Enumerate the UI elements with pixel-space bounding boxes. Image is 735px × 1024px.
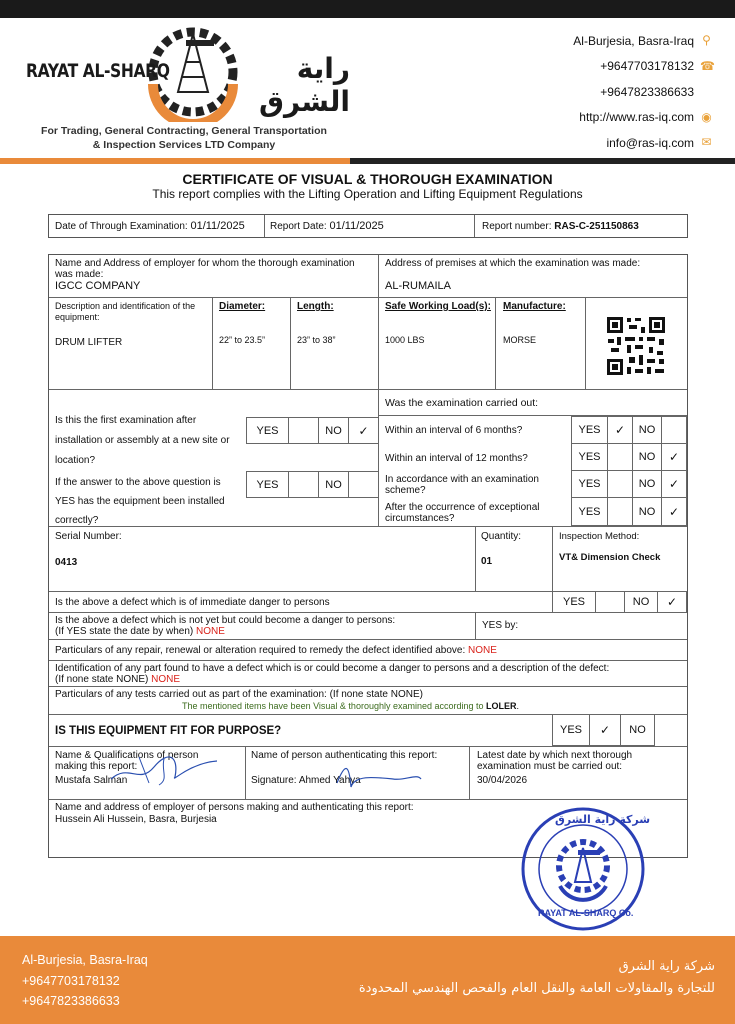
future-danger-label: Is the above a defect which is not yet but could become a danger to persons: bbox=[55, 615, 396, 626]
scheme-label: In accordance with an examination scheme? bbox=[385, 474, 539, 496]
installed-yes-check[interactable] bbox=[288, 471, 319, 498]
contact-website bbox=[573, 105, 713, 131]
globe-icon: ◉ bbox=[701, 109, 712, 124]
immediate-yes[interactable]: YES bbox=[552, 591, 596, 613]
scheme-no-check[interactable]: ✓ bbox=[661, 470, 687, 498]
loler-note: The mentioned items have been Visual & thoroughly examined according to LOLER. bbox=[182, 701, 520, 711]
dates-row bbox=[48, 214, 688, 238]
first-exam-yes-cell[interactable]: YES bbox=[246, 417, 289, 444]
employer-of-persons-label: Name and address of employer of persons making and authenticating this report: bbox=[55, 802, 414, 813]
interval-12-label: Within an interval of 12 months? bbox=[385, 453, 528, 464]
length-label: Length: bbox=[297, 301, 334, 312]
premises-label: Address of premises at which the examination was made: bbox=[385, 258, 641, 269]
company-logo bbox=[20, 22, 350, 152]
exceptional-label: After the occurrence of exceptional circumstances? bbox=[385, 502, 540, 524]
email-link[interactable]: info@ras-iq.com bbox=[606, 135, 694, 150]
exceptional-no-check[interactable]: ✓ bbox=[661, 497, 687, 526]
diameter-value: 22” to 23.5” bbox=[219, 335, 266, 345]
logo-text: RAYAT AL-SHARQ bbox=[26, 60, 170, 82]
address-text: Al-Burjesia, Basra-Iraq bbox=[573, 33, 694, 48]
certificate-title: CERTIFICATE OF VISUAL & THOROUGH EXAMINATION bbox=[182, 171, 553, 187]
certificate-subtitle: This report complies with the Lifting Operation and Lifting Equipment Regulations bbox=[152, 187, 583, 201]
interval-12-no[interactable]: NO bbox=[632, 443, 662, 471]
premises-value: AL-RUMAILA bbox=[385, 280, 452, 292]
inspection-method-value: VT& Dimension Check bbox=[559, 552, 661, 563]
stamp-latin-text: RAYAT AL-SHARQ Co. bbox=[538, 908, 634, 918]
fit-no[interactable]: NO bbox=[620, 714, 655, 746]
envelope-icon: ✉ bbox=[701, 135, 712, 150]
footer-arabic-line-2: للتجارة والمقاولات العامة والنقل العام والفحص الهندسي المحدودة bbox=[358, 981, 715, 996]
interval-6-no-check[interactable] bbox=[661, 416, 687, 444]
identification-value: NONE bbox=[151, 674, 181, 685]
diameter-label: Diameter: bbox=[219, 301, 266, 312]
exceptional-no[interactable]: NO bbox=[632, 497, 662, 526]
company-tagline bbox=[24, 124, 344, 152]
logo-arabic-text: راية الشرق bbox=[258, 52, 350, 118]
top-bar bbox=[0, 0, 735, 18]
immediate-no[interactable]: NO bbox=[624, 591, 658, 613]
identification-label: Identification of any part found to have a defect which is or could become a danger to persons and a description of the defect: bbox=[55, 663, 610, 674]
immediate-yes-check[interactable] bbox=[595, 591, 625, 613]
next-exam-label: Latest date by which next thorough examination must be carried out: bbox=[477, 750, 633, 772]
interval-12-yes-check[interactable] bbox=[607, 443, 633, 471]
stamp-arabic-text: شركة راية الشرق bbox=[555, 813, 651, 826]
question-first-exam: Is this the first examination after installation or assembly at a new site or location? bbox=[55, 415, 230, 466]
serial-label: Serial Number: bbox=[55, 531, 122, 542]
employer-of-persons-value: Hussein Ali Hussein, Basra, Burjesia bbox=[55, 814, 217, 825]
quantity-value: 01 bbox=[481, 556, 493, 567]
report-maker-label: Name & Qualifications of person making this report: bbox=[55, 750, 199, 772]
fit-yes[interactable]: YES bbox=[552, 714, 590, 746]
immediate-danger-label: Is the above a defect which is of immediate danger to persons bbox=[55, 597, 330, 608]
report-maker-value: Mustafa Salman bbox=[55, 775, 128, 786]
signature-mustafa-icon bbox=[109, 753, 219, 787]
interval-12-yes[interactable]: YES bbox=[571, 443, 608, 471]
authenticator-value: Signature: Ahmed Yahya bbox=[251, 775, 361, 786]
fit-yes-check[interactable]: ✓ bbox=[589, 714, 621, 746]
repair-particulars: Particulars of any repair, renewal or alteration required to remedy the defect identified above: NONE bbox=[55, 645, 497, 656]
phone-2-text: +9647823386633 bbox=[600, 84, 694, 99]
interval-6-yes-check[interactable]: ✓ bbox=[607, 416, 633, 444]
employer-value: IGCC COMPANY bbox=[55, 280, 141, 292]
future-danger-value: NONE bbox=[196, 626, 225, 637]
footer bbox=[0, 936, 735, 1024]
first-exam-no-cell[interactable]: NO bbox=[318, 417, 349, 444]
scheme-no[interactable]: NO bbox=[632, 470, 662, 498]
carried-out-label: Was the examination carried out: bbox=[385, 397, 539, 409]
header-divider-dark bbox=[350, 158, 735, 164]
tagline-line-1: For Trading, General Contracting, General Transportation bbox=[41, 125, 327, 137]
fit-for-purpose-label: IS THIS EQUIPMENT FIT FOR PURPOSE? bbox=[55, 725, 282, 737]
first-exam-no-check[interactable]: ✓ bbox=[348, 417, 379, 444]
employer-label: Name and Address of employer for whom the thorough examination was made: bbox=[55, 258, 355, 280]
phone-icon: ☎ bbox=[700, 58, 715, 73]
footer-arabic bbox=[359, 956, 715, 1000]
interval-6-no[interactable]: NO bbox=[632, 416, 662, 444]
yes-by-label: YES by: bbox=[482, 620, 519, 631]
authenticator-label: Name of person authenticating this report: bbox=[251, 750, 438, 761]
qr-code-icon bbox=[605, 315, 667, 377]
location-pin-icon: ⚲ bbox=[702, 33, 711, 48]
tests-label: Particulars of any tests carried out as part of the examination: (If none state NONE) bbox=[55, 689, 423, 700]
footer-arabic-line-1: شركة راية الشرق bbox=[618, 959, 715, 974]
phone-1-text: +9647703178132 bbox=[600, 59, 694, 74]
swl-label: Safe Working Load(s): bbox=[385, 301, 491, 312]
interval-12-no-check[interactable]: ✓ bbox=[661, 443, 687, 471]
serial-value: 0413 bbox=[55, 557, 78, 568]
future-danger-date-label: (If YES state the date by when) NONE bbox=[55, 626, 225, 637]
installed-no-cell[interactable]: NO bbox=[318, 471, 349, 498]
length-value: 23” to 38” bbox=[297, 335, 336, 345]
tagline-line-2: & Inspection Services LTD Company bbox=[92, 139, 276, 151]
question-installed-correctly: If the answer to the above question is YES has the equipment been installed correctly? bbox=[55, 477, 225, 526]
manufacture-label: Manufacture: bbox=[503, 301, 566, 312]
footer-phone-2: +9647823386633 bbox=[22, 994, 120, 1008]
contact-phone-1 bbox=[573, 54, 713, 80]
description-label: Description and identification of the equipment: bbox=[55, 301, 196, 322]
footer-phone-1: +9647703178132 bbox=[22, 973, 120, 988]
contact-phone-2 bbox=[573, 79, 713, 105]
exceptional-yes[interactable]: YES bbox=[571, 497, 608, 526]
footer-contacts bbox=[22, 950, 148, 1012]
swl-value: 1000 LBS bbox=[385, 335, 425, 345]
first-exam-yes-check[interactable] bbox=[288, 417, 319, 444]
exceptional-yes-check[interactable] bbox=[607, 497, 633, 526]
report-date: Report Date: 01/11/2025 bbox=[270, 220, 384, 232]
next-exam-value: 30/04/2026 bbox=[477, 775, 528, 786]
scheme-yes[interactable]: YES bbox=[571, 470, 608, 498]
footer-address: Al-Burjesia, Basra-Iraq bbox=[22, 953, 148, 967]
header-divider-orange bbox=[0, 158, 350, 164]
interval-6-label: Within an interval of 6 months? bbox=[385, 425, 523, 436]
scheme-yes-check[interactable] bbox=[607, 470, 633, 498]
identification-value-row: (If none state NONE) NONE bbox=[55, 674, 181, 685]
exam-date: Date of Through Examination: 01/11/2025 bbox=[55, 220, 245, 232]
contact-block bbox=[573, 28, 713, 156]
interval-6-yes[interactable]: YES bbox=[571, 416, 608, 444]
website-link[interactable]: http://www.ras-iq.com bbox=[579, 110, 694, 125]
immediate-no-check[interactable]: ✓ bbox=[657, 591, 687, 613]
inspection-method-label: Inspection Method: bbox=[559, 531, 640, 542]
repair-value: NONE bbox=[468, 645, 497, 656]
report-number: Report number: RAS-C-251150863 bbox=[482, 221, 639, 232]
quantity-label: Quantity: bbox=[481, 531, 522, 542]
examination-form bbox=[48, 254, 688, 858]
installed-yes-cell[interactable]: YES bbox=[246, 471, 289, 498]
contact-email bbox=[573, 130, 713, 156]
contact-address bbox=[573, 28, 713, 54]
description-value: DRUM LIFTER bbox=[55, 337, 123, 348]
manufacture-value: MORSE bbox=[503, 335, 537, 345]
signature-ahmed-icon bbox=[333, 761, 423, 791]
installed-no-check[interactable] bbox=[348, 471, 379, 498]
